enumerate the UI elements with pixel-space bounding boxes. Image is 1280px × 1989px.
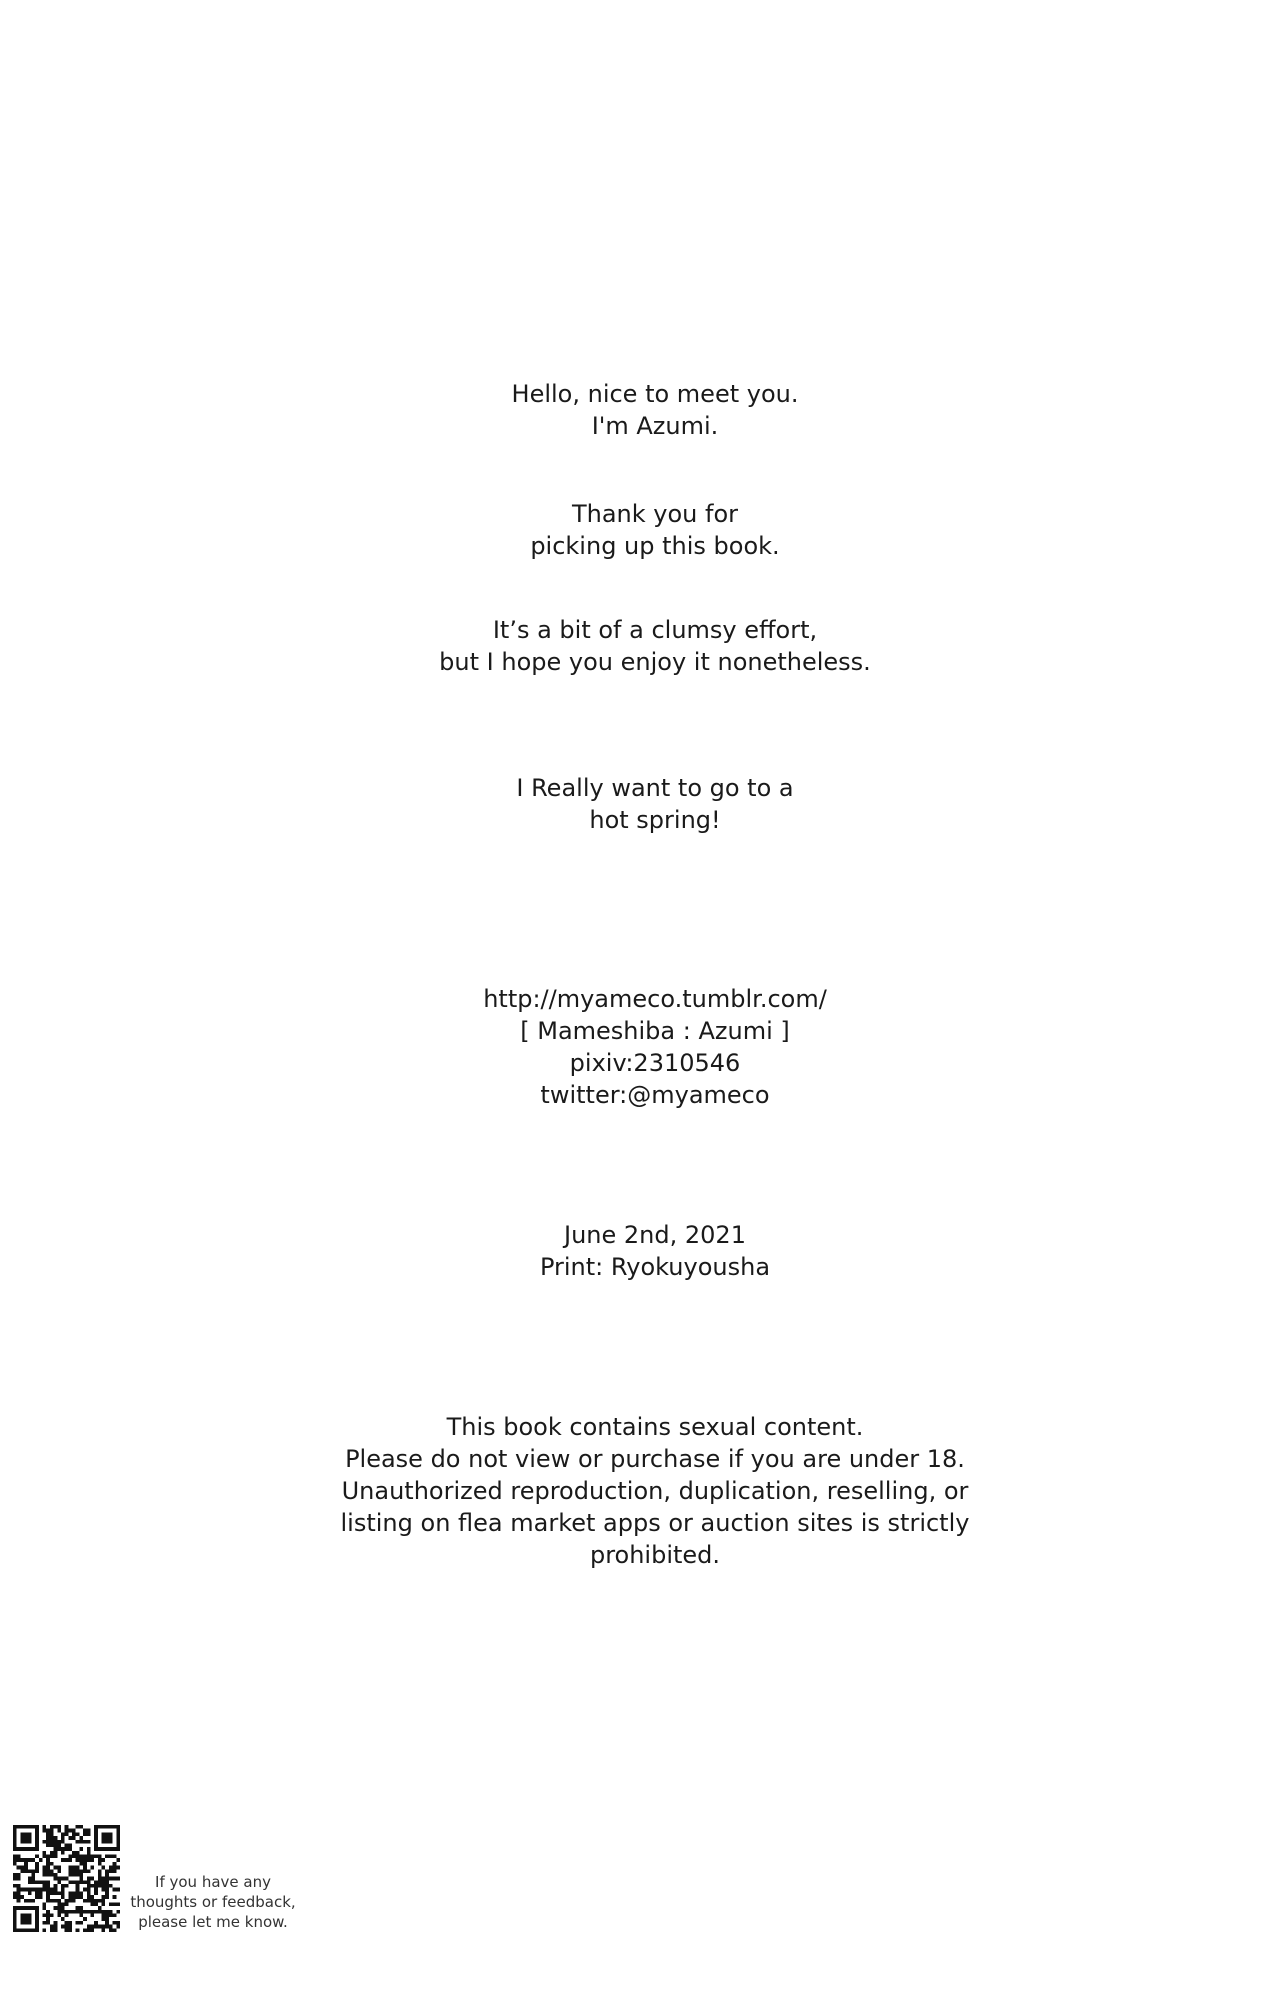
thanks-line: picking up this book. bbox=[530, 532, 780, 560]
notice-line: prohibited. bbox=[589, 1541, 721, 1569]
tumblr-link[interactable]: http://myameco.tumblr.com/ bbox=[483, 985, 827, 1013]
greeting-line: Hello, nice to meet you. bbox=[511, 380, 799, 408]
publish-date: June 2nd, 2021 bbox=[564, 1221, 746, 1249]
hot-spring-text bbox=[0, 772, 1280, 836]
feedback-note bbox=[128, 1872, 298, 1932]
notice-line: Please do not view or purchase if you are under 18. bbox=[345, 1445, 965, 1473]
effort-line: but I hope you enjoy it nonetheless. bbox=[439, 648, 871, 676]
twitter-handle: twitter:@myameco bbox=[540, 1081, 770, 1109]
pixiv-id: pixiv:2310546 bbox=[569, 1049, 741, 1077]
notice-line: This book contains sexual content. bbox=[446, 1413, 864, 1441]
feedback-line: please let me know. bbox=[138, 1913, 288, 1931]
author-links bbox=[0, 983, 1280, 1111]
hot-spring-line: I Really want to go to a bbox=[516, 774, 794, 802]
circle-name: [ Mameshiba : Azumi ] bbox=[520, 1017, 790, 1045]
thanks-text bbox=[0, 498, 1280, 562]
effort-text bbox=[0, 614, 1280, 678]
feedback-line: thoughts or feedback, bbox=[130, 1893, 296, 1911]
greeting-text bbox=[0, 378, 1280, 442]
feedback-line: If you have any bbox=[155, 1873, 271, 1891]
effort-line: It’s a bit of a clumsy effort, bbox=[492, 616, 818, 644]
content-notice bbox=[0, 1411, 1280, 1571]
greeting-line: I'm Azumi. bbox=[591, 412, 719, 440]
hot-spring-line: hot spring! bbox=[589, 806, 721, 834]
print-info bbox=[0, 1219, 1280, 1283]
notice-line: listing on flea market apps or auction sites is strictly bbox=[340, 1509, 970, 1537]
qr-code-icon[interactable] bbox=[13, 1825, 120, 1932]
notice-line: Unauthorized reproduction, duplication, reselling, or bbox=[341, 1477, 969, 1505]
thanks-line: Thank you for bbox=[571, 500, 739, 528]
printer-name: Print: Ryokuyousha bbox=[539, 1253, 771, 1281]
